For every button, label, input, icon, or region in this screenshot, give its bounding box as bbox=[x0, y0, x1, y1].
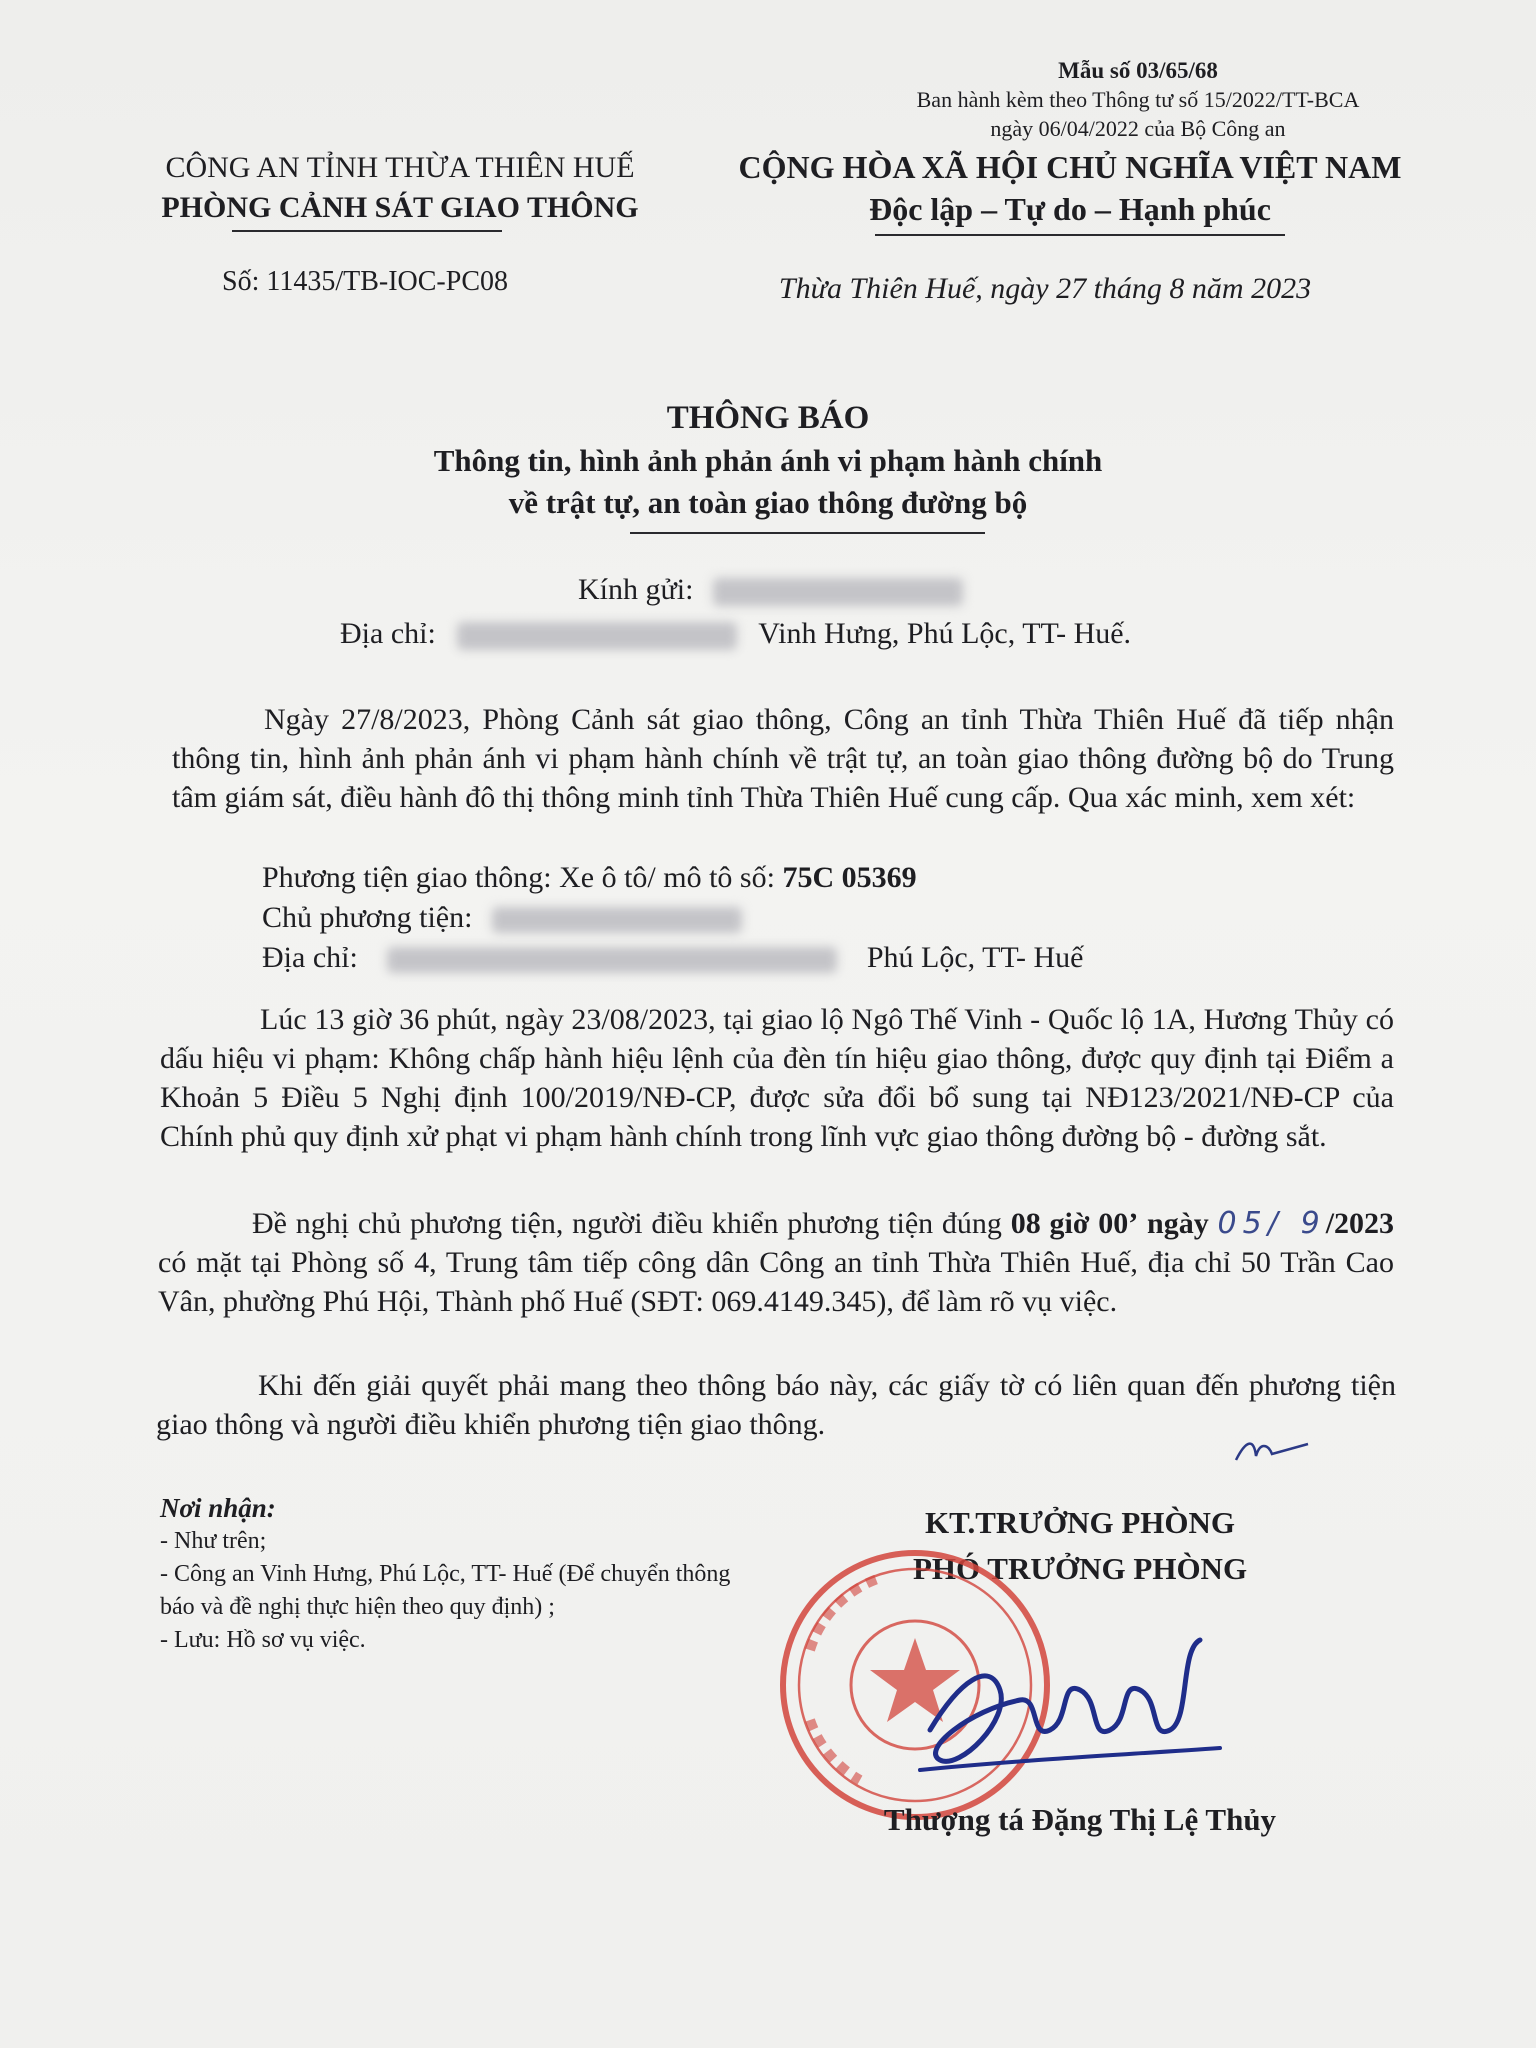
recipient-item: - Lưu: Hồ sơ vụ việc. bbox=[160, 1627, 366, 1653]
national-header bbox=[690, 146, 1450, 230]
owner-line bbox=[262, 898, 742, 938]
address-visible: Vinh Hưng, Phú Lộc, TT- Huế. bbox=[758, 617, 1132, 650]
violation-paragraph: Lúc 13 giờ 36 phút, ngày 23/08/2023, tại giao lộ Ngô Thế Vinh - Quốc lộ 1A, Hương Thủy có dấu hiệu vi phạm: Không chấp hành hiệu lệnh của đèn tín hiệu giao thông, được quy định tại Điểm a Khoản 5 Điều 5 Nghị định 100/2019/NĐ-CP, được sửa đổi bổ sung tại NĐ123/2021/NĐ-CP của Chính phủ quy định xử phạt vi phạm hành chính trong lĩnh vực giao thông đường bộ - đường sắt. bbox=[160, 1003, 1394, 1153]
place-date: Thừa Thiên Huế, ngày 27 tháng 8 năm 2023 bbox=[778, 272, 1312, 305]
recipient-item: - Công an Vinh Hưng, Phú Lộc, TT- Huế (Để chuyển thông báo và đề nghị thực hiện theo quy định) ; bbox=[160, 1561, 731, 1620]
title-underline bbox=[630, 532, 985, 534]
redacted-owner-address bbox=[387, 947, 837, 973]
vehicle-label: Phương tiện giao thông: Xe ô tô/ mô tô số: bbox=[262, 861, 775, 894]
owner-address-label: Địa chỉ: bbox=[262, 941, 358, 974]
motto-underline bbox=[875, 234, 1285, 236]
recipients-heading: Nơi nhận: bbox=[160, 1493, 276, 1523]
signer-name: Thượng tá Đặng Thị Lệ Thủy bbox=[883, 1802, 1277, 1837]
document-number: Số: 11435/TB-IOC-PC08 bbox=[222, 266, 508, 297]
form-issued-by: Ban hành kèm theo Thông tư số 15/2022/TT-BCA bbox=[916, 87, 1360, 112]
signature-icon bbox=[900, 1620, 1260, 1800]
request-year: /2023 bbox=[1325, 1207, 1395, 1240]
signature-title-1: KT.TRƯỞNG PHÒNG bbox=[925, 1505, 1235, 1540]
request-paragraph bbox=[158, 1204, 1394, 1321]
form-reference bbox=[858, 56, 1418, 143]
redacted-address bbox=[457, 622, 737, 650]
owner-label: Chủ phương tiện: bbox=[262, 901, 473, 934]
recipient-label: Kính gửi: bbox=[578, 573, 694, 606]
request-day-label: ngày bbox=[1147, 1207, 1209, 1240]
signature-title-2: PHÓ TRƯỞNG PHÒNG bbox=[912, 1551, 1248, 1586]
owner-address-line bbox=[262, 938, 1083, 978]
agency-underline bbox=[232, 230, 502, 232]
form-issued-date: ngày 06/04/2022 của Bộ Công an bbox=[990, 116, 1286, 141]
intro-paragraph: Ngày 27/8/2023, Phòng Cảnh sát giao thông, Công an tỉnh Thừa Thiên Huế đã tiếp nhận thông tin, hình ảnh phản ánh vi phạm hành chính về trật tự, an toàn giao thông đường bộ do Trung tâm giám sát, điều hành đô thị thông minh tỉnh Thừa Thiên Huế cung cấp. Qua xác minh, xem xét: bbox=[172, 703, 1394, 814]
document-title bbox=[200, 396, 1336, 524]
owner-address-visible: Phú Lộc, TT- Huế bbox=[866, 941, 1084, 974]
redacted-name bbox=[713, 578, 963, 606]
vehicle-plate: 75C 05369 bbox=[782, 861, 917, 894]
recipient-line bbox=[578, 570, 963, 610]
redacted-owner bbox=[492, 907, 742, 933]
title-sub-2: về trật tự, an toàn giao thông đường bộ bbox=[508, 485, 1028, 520]
recipients-block bbox=[160, 1492, 750, 1657]
nation-name: CỘNG HÒA XÃ HỘI CHỦ NGHĨA VIỆT NAM bbox=[738, 149, 1402, 185]
title-sub-1: Thông tin, hình ảnh phản ánh vi phạm hành chính bbox=[433, 443, 1103, 478]
form-number: Mẫu số 03/65/68 bbox=[1058, 58, 1218, 83]
request-start: Đề nghị chủ phương tiện, người điều khiển phương tiện đúng bbox=[252, 1207, 1002, 1240]
recipient-address-line bbox=[340, 614, 1131, 654]
agency-parent: CÔNG AN TỈNH THỪA THIÊN HUẾ bbox=[165, 151, 635, 184]
agency-header bbox=[120, 148, 680, 228]
request-time: 08 giờ 00’ bbox=[1010, 1207, 1139, 1240]
request-rest: có mặt tại Phòng số 4, Trung tâm tiếp công dân Công an tỉnh Thừa Thiên Huế, địa chỉ 50 Trần Cao Vân, phường Phú Hội, Thành phố Huế (SĐT: 069.4149.345), để làm rõ vụ việc. bbox=[158, 1246, 1394, 1318]
initials-mark bbox=[1232, 1430, 1312, 1470]
address-label: Địa chỉ: bbox=[340, 617, 436, 650]
recipient-item: - Như trên; bbox=[160, 1528, 267, 1554]
handwritten-date: 05/ 9 bbox=[1217, 1206, 1326, 1241]
vehicle-line bbox=[262, 858, 917, 898]
agency-unit: PHÒNG CẢNH SÁT GIAO THÔNG bbox=[161, 191, 639, 224]
title-main: THÔNG BÁO bbox=[666, 400, 870, 436]
nation-motto: Độc lập – Tự do – Hạnh phúc bbox=[869, 191, 1271, 227]
closing-paragraph: Khi đến giải quyết phải mang theo thông báo này, các giấy tờ có liên quan đến phương tiện giao thông và người điều khiển phương tiện giao thông. bbox=[156, 1369, 1396, 1441]
